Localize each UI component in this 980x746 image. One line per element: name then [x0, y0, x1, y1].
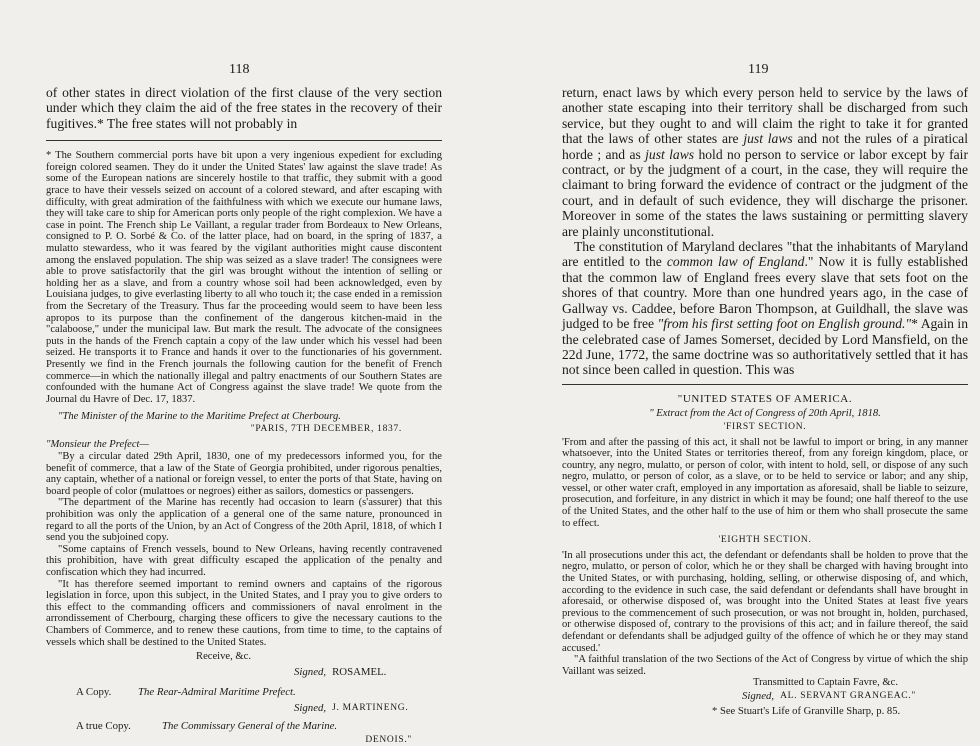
- signer-name: J. MARTINENG.: [332, 702, 409, 713]
- signer-name: ROSAMEL.: [332, 665, 387, 678]
- body-paragraph: [562, 85, 968, 239]
- section-text: 'In all prosecutions under this act, the defendant or defendants shall be holden to prove that the negro, mulatto, or person of color, which he or they shall be charged with having brought into the United States, or with purchasing, holding, selling, or otherwise disposing of, and which, according to the evidence in such case, the said defendant or defendants shall have brought in aforesaid, or otherwise disposed of, was brought into the United States at least five years previous to the commencement of such prosecution, or was not brought in, holden, purchased, or otherwise disposed of, contrary to the provisions of this act; and in failure thereof, the said defendant or defendants shall be adjudged guilty of the offence of which he or they may stand accused.': [562, 549, 968, 654]
- body-text: The constitution of Maryland declares "that the inhabitants of Maryland are entitled to the: [562, 239, 968, 270]
- translation-note: "A faithful translation of the two Sections of the Act of Congress by virtue of which the ship Vaillant was seized.: [562, 654, 968, 677]
- signed-label: Signed,: [294, 665, 327, 678]
- letter-closing: Receive, &c.: [196, 651, 252, 663]
- letter-paragraph: "By a circular dated 29th April, 1830, one of my predecessors informed you, for the benefit of commerce, that a law of the State of Georgia prohibited, under rigorous penalties, any captain, whether of a national or foreign vessel, to enter the ports of that State, having on board people of color (mulattoes or negroes) either as sailors, domestics or passengers.: [46, 451, 442, 497]
- emphasis: "from his first setting foot on English ground.": [657, 316, 912, 332]
- letter-dateline: "PARIS, 7TH DECEMBER, 1837.: [250, 423, 402, 434]
- page-number: 118: [229, 62, 250, 77]
- true-copy-text: The Commissary General of the Marine.: [162, 719, 338, 732]
- copy-line: [46, 685, 442, 699]
- copy-text: The Rear-Admiral Maritime Prefect.: [138, 685, 296, 698]
- body-paragraph: [562, 239, 968, 378]
- footnote-paragraph: * The Southern commercial ports have bit upon a very ingenious expedient for excluding foreign colored seamen. They do it under the United States' law against the slave trade! As some of the European nations are sincerely hostile to that traffic, they submit with a good grace to have their vessels seized on account of a colored steward, and after escaping with difficulty, with great admiration of the faithfulness with which we execute our humane laws, they will take care to ship for American ports only people of the right complexion. We have a case in point. The French ship Le Vaillant, a regular trader from Bordeaux to New Orleans, consigned to P. O. Sorbé & Co. of the latter place, had on board, in the spring of 1837, a mulatto stewardess, who it was feared by the vigilant authorities might cause discontent among the enslaved population. The ship was seized as a slave trader! The consignees were able to prove satisfactorily that the girl was brought without the intention of selling or holding her as a slave, and from a country whose soil had been acknowledged, even by Louisiana judges, to give everlasting liberty to all who touch it; the case ended in a remission from the Secretary of the Treasury. Thus far the proceeding would seem to have been less apropos to its purpose than the confinement of the dangerous kitchen-maid in the "calaboose," under the municipal law. But mark the result. The advocate of the consignees puts in the hands of the French captain a copy of the law under which his vessel had been seized. He transports it to France and hands it over to the functionaries of his government. Presently we find in the French journals the following caution for the benefit of French commerce—in which the nationally illegal and paltry enactments of our Southern States are confounded with the humane Act of Congress against the slave trade! We quote from the Journal du Havre of Dec. 17, 1837.: [46, 150, 442, 405]
- body-text: hold no person to service or labor except by fair contract, or by the judgment of a court, in the case, they will require the claimant to bring forward the evidence of contract or the judgment of the court, and in default of such evidence, they will discharge the prisoner. Moreover in some of the states the laws sustaining or permitting slavery are plainly unconstitutional.: [562, 146, 968, 239]
- signed-label: Signed,: [294, 701, 327, 714]
- letter-paragraph: "The department of the Marine has recently had occasion to learn (s'assurer) that this prohibition was only the application of a general one of the same nature, pronounced in regard to all the ports of the Union, by an Act of Congress of the 20th April, 1818, of which I send you the subjoined copy.: [46, 497, 442, 544]
- section-heading: 'FIRST SECTION.: [723, 421, 807, 432]
- section-heading: 'EIGHTH SECTION.: [718, 535, 812, 546]
- signed-label: Signed,: [742, 689, 775, 702]
- emphasis: common law of England: [666, 254, 805, 270]
- body-text: and not the rules of a piratical horde ; and as: [562, 131, 968, 162]
- true-copy-line: [46, 719, 442, 733]
- true-copy-label: A true Copy.: [76, 719, 131, 732]
- left-column: [46, 85, 442, 746]
- body-paragraph: of other states in direct violation of the first clause of the very section under which they claim the aid of the free states in the recovery of their fugitives.* The free states will not probably in: [46, 85, 442, 131]
- letter-heading: "The Minister of the Marine to the Maritime Prefect at Cherbourg.: [58, 411, 341, 423]
- footnote-rule: [46, 140, 442, 141]
- footnote-rule: [562, 384, 968, 385]
- letter-paragraph: "It has therefore seemed important to remind owners and captains of the rigorous legislation in force, upon this subject, in the United States, and I pray you to give orders to this effect to the commanding officers and commissioners of naval enrolment in the arrondissement of Cherbourg, charging these officers to give the necessary cautions to the Chambers of Commerce, and to renew these cautions, from time to time, to the captains of vessels which shall be destined to the United States.: [46, 578, 442, 648]
- letter-salutation: "Monsieur the Prefect—: [46, 439, 149, 451]
- page-number: 119: [748, 62, 769, 77]
- section-text: 'From and after the passing of this act, it shall not be lawful to import or bring, in any manner whatsoever, into the United States or territories thereof, from any foreign kingdom, place, or country, any negro, mulatto, or person of color, with intent to hold, sell, or dispose of any such negro, mulatto, or person of color, as a slave, or to be held to service or labor; and any ship, vessel, or other water craft, employed in any importation as aforesaid, shall be liable to seizure, prosecution, and forfeiture, in any district in which it may be found; one half thereof to the use of the United States, and the other half to the use of him or them who shall prosecute the same to effect.: [562, 436, 968, 529]
- act-extract-title: " Extract from the Act of Congress of 20th April, 1818.: [649, 408, 881, 420]
- emphasis: just laws: [743, 131, 793, 147]
- right-page: [490, 0, 980, 717]
- right-column: [562, 85, 968, 718]
- signature-line: [46, 701, 442, 715]
- body-text: * Again in the celebrated case of James Somerset, decided by Lord Mansfield, on the 22d June, 1772, the same doctrine was so authoritatively settled that it has not since been called in question. This was: [562, 316, 968, 378]
- body-text: return, enact laws by which every person held to service by the laws of another state escaping into their territory shall be discharged from such service, but they ought to and will claim the right to take it for granted that the laws of other states are: [562, 85, 968, 147]
- signature-line: [46, 665, 442, 679]
- signer-name: AL. SERVANT GRANGEAC.": [780, 690, 916, 701]
- transmitted-line: Transmitted to Captain Favre, &c.: [753, 677, 898, 689]
- left-page: [0, 0, 490, 745]
- emphasis: just laws: [645, 146, 695, 162]
- denois-signature: DENOIS.": [365, 734, 412, 745]
- act-heading: "UNITED STATES OF AMERICA.: [677, 392, 853, 405]
- reference-footnote: * See Stuart's Life of Granville Sharp, p. 85.: [712, 705, 901, 717]
- copy-label: A Copy.: [76, 685, 112, 698]
- letter-paragraph: "Some captains of French vessels, bound to New Orleans, having recently contravened this prohibition, have with great difficulty escaped the application of the penalty and confiscation which they had incurred.: [46, 543, 442, 578]
- signature-line: [562, 689, 968, 703]
- body-text: ." Now it is fully established that the common law of England frees every slave that sets foot on the shores of that country. More than one hundred years ago, in the case of Gallway vs. Caddee, before Baron Thompson, at Guildhall, the slave was judged to be free: [562, 254, 968, 332]
